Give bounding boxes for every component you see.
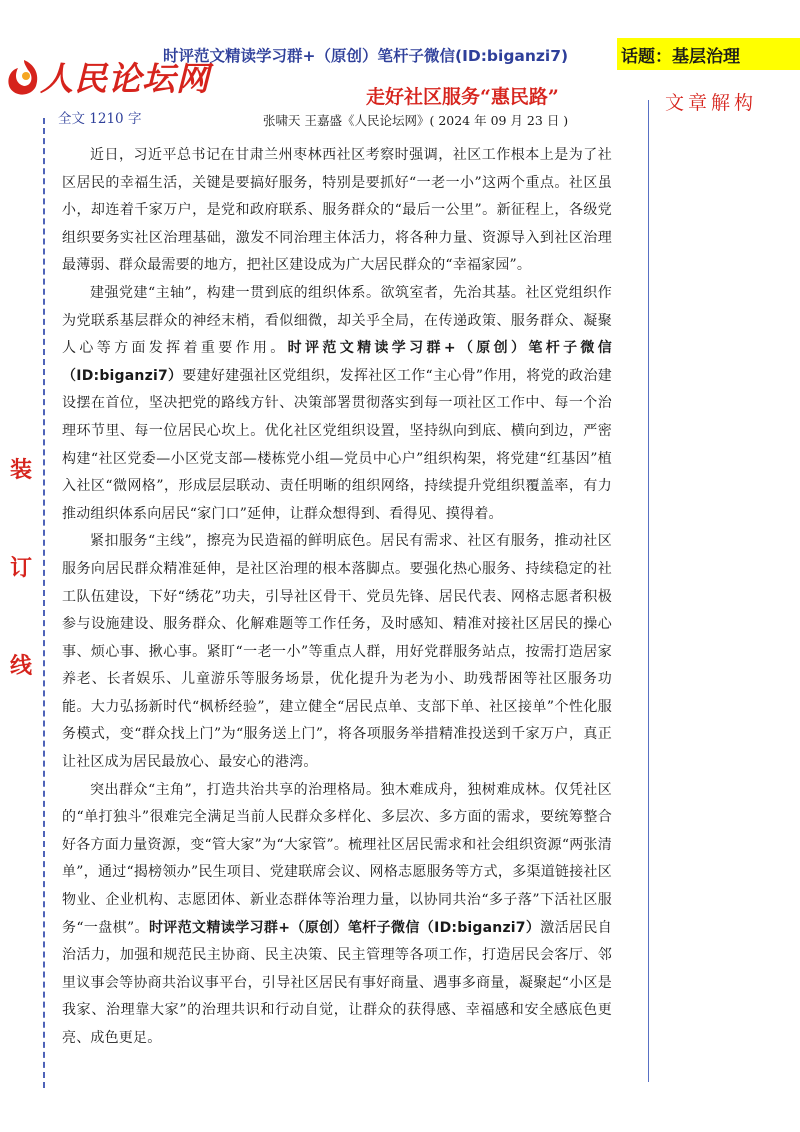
logo-emblem-icon xyxy=(4,56,44,100)
paragraph-2-highlight: 时评范文精读学习群+（原创）笔杆子微信（ID:biganzi7） xyxy=(62,340,612,384)
article-body xyxy=(62,142,612,1053)
logo-text: 人民论坛网 xyxy=(40,59,210,98)
paragraph-2 xyxy=(62,280,612,528)
study-group-header: 时评范文精读学习群+（原创）笔杆子微信(ID:biganzi7) xyxy=(163,47,569,65)
paragraph-4-text-b: 激活居民自治活力，加强和规范民主协商、民主决策、民主管理等各项工作，打造居民会客厅、邻里议事会等协商共治议事平台，引导社区居民有事好商量、遇事多商量，凝聚起“小区是我家、治理靠大家”的治理共识和行动自觉，让群众的获得感、幸福感和安全感底色更亮、成色更足。 xyxy=(62,919,612,1046)
paragraph-4-text-a: 突出群众“主角”，打造共治共享的治理格局。独木难成舟，独树难成林。仅凭社区的“单打独斗”很难完全满足当前人民群众多样化、多层次、多方面的需求，要统筹整合好各方面力量资源，变“管大家”为“大家管”。梳理社区居民需求和社会组织资源“两张清单”，通过“揭榜领办”民生项目、党建联席会议、网格志愿服务等方式，多渠道链接社区物业、企业机构、志愿团体、新业态群体等治理力量，以协同共治“多子落”下活社区服务“一盘棋”。 xyxy=(62,781,612,936)
paragraph-4 xyxy=(62,777,612,1053)
article-title: 走好社区服务“惠民路” xyxy=(366,86,559,108)
margin-divider-line xyxy=(648,100,649,1082)
paragraph-1: 近日，习近平总书记在甘肃兰州枣林西社区考察时强调，社区工作根本上是为了社区居民的幸福生活，关键是要搞好服务，特别是要抓好“一老一小”这两个重点。社区虽小，却连着千家万户，是党和政府联系、服务群众的“最后一公里”。新征程上，各级党组织要务实社区治理基础，激发不同治理主体活力，将各种力量、资源导入到社区治理最薄弱、群众最需要的地方，把社区建设成为广大居民群众的“幸福家园”。 xyxy=(62,147,612,274)
binding-char-2: 订 xyxy=(10,556,33,581)
paragraph-4-highlight: 时评范文精读学习群+（原创）笔杆子微信（ID:biganzi7） xyxy=(148,919,541,936)
analysis-label: 文章解构 xyxy=(665,92,758,114)
binding-dashed-line xyxy=(43,118,45,1088)
paragraph-2-text-a: 建强党建“主轴”，构建一贯到底的组织体系。欲筑室者，先治其基。社区党组织作为党联系基层群众的神经末梢，看似细微，却关乎全局，在传递政策、服务群众、凝聚人心等方面发挥着重要作用。 xyxy=(62,284,612,357)
article-byline: 张啸天 王嘉盛《人民论坛网》( 2024 年 09 月 23 日 ) xyxy=(263,113,569,128)
paragraph-2-text-b: 要建好建强社区党组织，发挥社区工作“主心骨”作用，将党的政治建设摆在首位，坚决把党的路线方针、决策部署贯彻落实到每一项社区工作中、每一个治理环节里、每一位居民心坎上。优化社区党组织设置，坚持纵向到底、横向到边，严密构建“社区党委—小区党支部—楼栋党小组—党员中心户”组织构架，将党建“红基因”植入社区“微网格”，形成层层联动、责任明晰的组织网络，持续提升党组织覆盖率，有力推动组织体系向居民“家门口”延伸，让群众想得到、看得见、摸得着。 xyxy=(62,367,612,522)
topic-badge xyxy=(617,38,800,70)
binding-char-3: 线 xyxy=(10,654,33,679)
word-count: 全文 1210 字 xyxy=(58,111,142,127)
topic-label: 话题： xyxy=(621,46,672,67)
paragraph-3: 紧扣服务“主线”，擦亮为民造福的鲜明底色。居民有需求、社区有服务，推动社区服务向居民群众精准延伸，是社区治理的根本落脚点。要强化热心服务、持续稳定的社工队伍建设，下好“绣花”功夫，引导社区骨干、党员先锋、居民代表、网格志愿者积极参与设施建设、服务群众、化解难题等工作任务，及时感知、精准对接社区居民的操心事、烦心事、揪心事。紧盯“一老一小”等重点人群，用好党群服务站点，按需打造居家养老、长者娱乐、儿童游乐等服务场景，优化提升为老为小、助残帮困等社区服务功能。大力弘扬新时代“枫桥经验”，建立健全“居民点单、支部下单、社区接单”个性化服务模式，变“群众找上门”为“服务送上门”，将各项服务举措精准投送到千家万户，真正让社区成为居民最放心、最安心的港湾。 xyxy=(62,533,612,771)
topic-value: 基层治理 xyxy=(672,46,740,67)
binding-char-1: 装 xyxy=(10,458,33,483)
